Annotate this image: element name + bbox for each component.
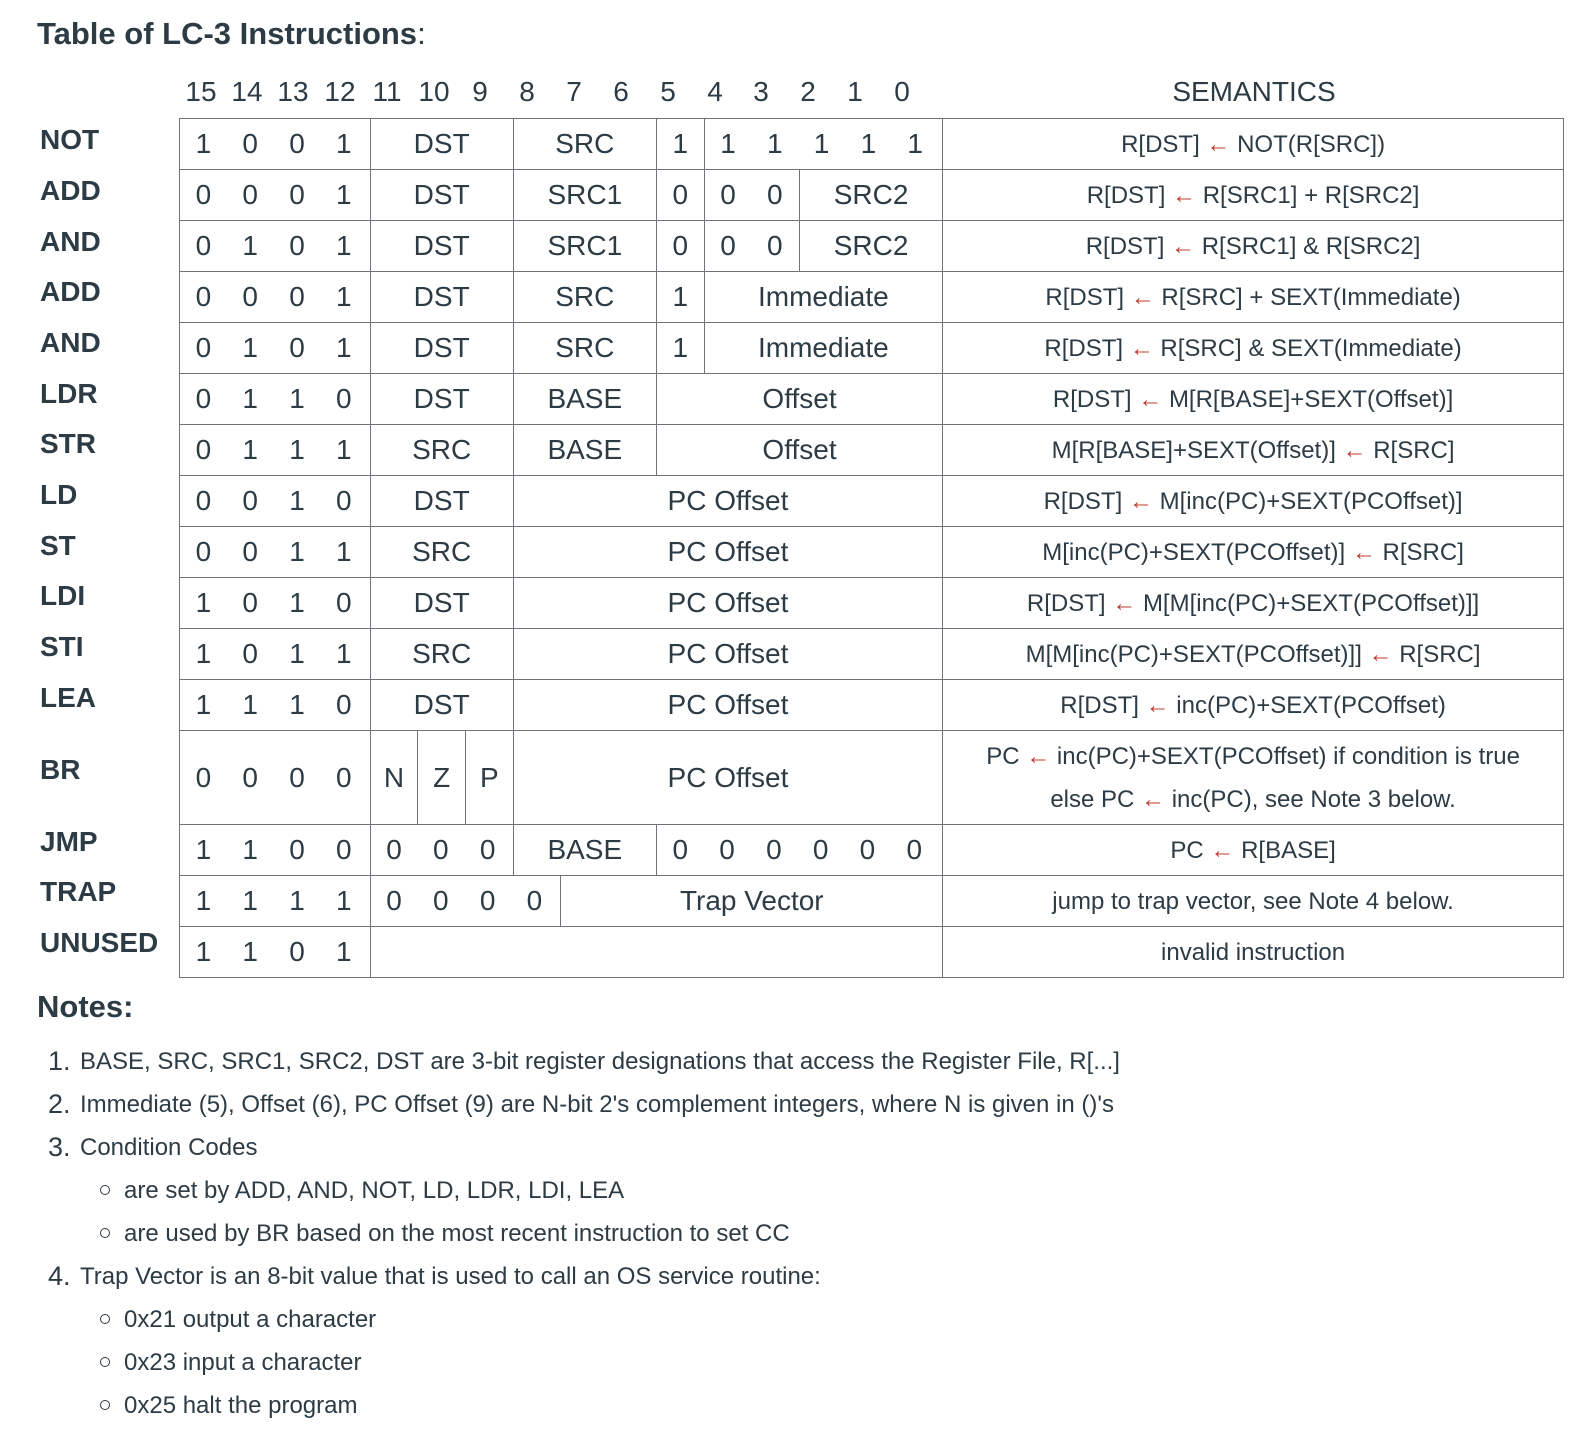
note-number: 2.	[48, 1089, 71, 1119]
bit-number: 1	[847, 76, 863, 107]
field-cell	[370, 876, 561, 927]
semantics-cell	[943, 629, 1564, 680]
opcode-bit: 1	[336, 638, 352, 669]
opcode-bit: 0	[242, 761, 258, 793]
opcode-bit: 0	[195, 536, 212, 567]
left-arrow-icon: ←	[1368, 640, 1393, 668]
opcode-bit: 0	[242, 281, 258, 312]
mnemonic-label: LEA	[40, 682, 96, 713]
sem-right: inc(PC)+SEXT(PCOffset)	[1176, 691, 1446, 719]
title-text: Table of LC-3 Instructions	[37, 16, 418, 51]
field-cell: SRC	[370, 527, 513, 578]
opcode-bit: 0	[195, 230, 212, 261]
opcode-bit: 1	[242, 332, 258, 363]
field-cell: 1	[656, 272, 704, 323]
opcode-bit: 1	[336, 536, 352, 567]
field-cell: N	[370, 731, 418, 825]
mnemonic-label: LDR	[40, 378, 98, 409]
sem-right: M[M[inc(PC)+SEXT(PCOffset)]]	[1142, 589, 1480, 617]
sem-left: M[R[BASE]+SEXT(Offset)]	[1051, 436, 1336, 464]
circle-bullet-icon	[100, 1228, 110, 1238]
opcode-cell	[180, 680, 371, 731]
field-cell: PC Offset	[513, 578, 942, 629]
opcode-bit: 1	[289, 434, 305, 465]
field-cell: DST	[370, 323, 513, 374]
opcode-bit: 0	[195, 434, 212, 465]
opcode-bit: 1	[195, 936, 212, 967]
left-arrow-icon: ←	[1206, 130, 1231, 158]
semantics-cell	[943, 374, 1564, 425]
field-cell	[370, 825, 513, 876]
field-bit: 0	[766, 834, 782, 865]
field-cell: DST	[370, 119, 513, 170]
table-row	[180, 629, 1564, 680]
mnemonic-label: UNUSED	[40, 927, 159, 958]
table-row	[180, 731, 1564, 825]
field-cell: PC Offset	[513, 629, 942, 680]
opcode-bit: 1	[289, 536, 305, 567]
sem-left: R[DST]	[1026, 589, 1106, 617]
sem-left: M[M[inc(PC)+SEXT(PCOffset)]]	[1025, 640, 1362, 668]
opcode-cell	[180, 927, 371, 978]
field-cell: P	[466, 731, 514, 825]
bit-number: 13	[277, 76, 309, 107]
bit-number: 8	[519, 76, 535, 107]
opcode-bit: 0	[336, 587, 352, 618]
semantics-cell	[943, 680, 1564, 731]
field-bit: 1	[766, 128, 783, 159]
field-bit: 0	[766, 179, 783, 210]
bit-number: 15	[185, 76, 217, 107]
bit-number: 5	[660, 76, 676, 107]
field-bit: 0	[720, 179, 736, 210]
field-bit: 1	[860, 128, 877, 159]
opcode-bit: 0	[242, 536, 258, 567]
left-arrow-icon: ←	[1128, 487, 1153, 515]
semantics-cell	[943, 170, 1564, 221]
mnemonic-label: JMP	[40, 826, 98, 857]
sem-right: M[R[BASE]+SEXT(Offset)]	[1168, 385, 1454, 413]
opcode-bit: 1	[289, 485, 305, 516]
field-cell: BASE	[513, 825, 656, 876]
mnemonic-label: STI	[40, 631, 84, 662]
field-cell: Offset	[656, 425, 942, 476]
field-cell: Immediate	[704, 272, 943, 323]
left-arrow-icon: ←	[1141, 785, 1166, 813]
sem-left: R[DST]	[1086, 181, 1166, 209]
field-cell	[370, 927, 943, 978]
sem-right: M[inc(PC)+SEXT(PCOffset)]	[1159, 487, 1463, 515]
opcode-bit: 0	[195, 332, 212, 363]
opcode-bit: 1	[336, 179, 352, 210]
opcode-bit: 0	[336, 761, 352, 793]
field-cell	[656, 825, 942, 876]
opcode-bit: 0	[195, 761, 212, 793]
opcode-bit: 0	[289, 281, 305, 312]
opcode-bit: 1	[289, 689, 305, 720]
bit-number: 11	[372, 76, 402, 107]
bit-number: 3	[753, 76, 769, 107]
field-cell: DST	[370, 272, 513, 323]
field-cell: 1	[656, 119, 704, 170]
opcode-bit: 1	[195, 638, 212, 669]
field-cell: DST	[370, 374, 513, 425]
opcode-bit: 1	[289, 638, 305, 669]
opcode-bit: 1	[195, 834, 212, 865]
opcode-cell	[180, 119, 371, 170]
opcode-bit: 1	[289, 383, 305, 414]
circle-bullet-icon	[100, 1400, 110, 1410]
field-bit: 0	[766, 230, 783, 261]
field-cell	[704, 221, 799, 272]
semantics-cell	[943, 825, 1564, 876]
table-row	[180, 272, 1564, 323]
table-row	[180, 221, 1564, 272]
opcode-bit: 1	[336, 434, 352, 465]
field-bit: 0	[526, 885, 543, 916]
opcode-bit: 1	[195, 587, 212, 618]
mnemonic-label: BR	[40, 754, 81, 785]
field-bit: 0	[433, 885, 449, 916]
mnemonic-label: ADD	[40, 276, 101, 307]
field-cell: 0	[656, 221, 704, 272]
opcode-cell	[180, 425, 371, 476]
semantics-cell	[943, 323, 1564, 374]
opcode-cell	[180, 825, 371, 876]
opcode-bit: 1	[336, 230, 352, 261]
table-row	[180, 680, 1564, 731]
opcode-bit: 1	[336, 281, 352, 312]
opcode-bit: 0	[195, 485, 212, 516]
bit-number: 9	[472, 76, 488, 107]
field-cell: Trap Vector	[561, 876, 943, 927]
opcode-bit: 1	[242, 834, 258, 865]
field-cell: Immediate	[704, 323, 943, 374]
sem-left: R[DST]	[1044, 334, 1124, 362]
sem-right: R[SRC1] & R[SRC2]	[1201, 232, 1421, 260]
opcode-bit: 0	[336, 485, 352, 516]
field-cell: SRC	[370, 425, 513, 476]
bit-number: 14	[231, 76, 263, 107]
opcode-bit: 0	[195, 179, 212, 210]
note-text: Condition Codes	[80, 1134, 258, 1161]
note-text: BASE, SRC, SRC1, SRC2, DST are 3-bit register designations that access the Register File, R[...]	[80, 1048, 1120, 1075]
note-number: 4.	[48, 1261, 71, 1291]
circle-bullet-icon	[100, 1357, 110, 1367]
sub-note-text: are used by BR based on the most recent instruction to set CC	[124, 1220, 790, 1247]
note-number: 1.	[48, 1046, 71, 1076]
field-bit: 1	[720, 128, 736, 159]
opcode-bit: 0	[195, 281, 212, 312]
table-row	[180, 476, 1564, 527]
field-cell: SRC	[513, 323, 656, 374]
field-bit: 0	[906, 834, 923, 865]
field-cell: DST	[370, 170, 513, 221]
sem-right: R[SRC1] + R[SRC2]	[1202, 181, 1420, 209]
opcode-bit: 0	[289, 179, 305, 210]
bit-number: 4	[707, 76, 723, 107]
field-bit: 0	[719, 834, 735, 865]
field-bit: 1	[907, 128, 923, 159]
field-bit: 0	[479, 885, 496, 916]
opcode-cell	[180, 578, 371, 629]
field-cell: SRC	[370, 629, 513, 680]
sem-left: R[DST]	[1121, 130, 1200, 158]
note-text: Trap Vector is an 8-bit value that is used to call an OS service routine:	[80, 1263, 821, 1290]
field-cell: Offset	[656, 374, 942, 425]
field-cell: SRC1	[513, 170, 656, 221]
opcode-cell	[180, 221, 371, 272]
opcode-bit: 0	[195, 383, 212, 414]
mnemonic-label: ADD	[40, 175, 101, 206]
notes-title: Notes:	[37, 989, 134, 1024]
bit-number: 0	[894, 76, 910, 107]
sem-left: PC	[986, 742, 1020, 770]
semantics-cell: invalid instruction	[943, 927, 1564, 978]
field-cell: DST	[370, 476, 513, 527]
bit-number: 2	[800, 76, 816, 107]
table-row	[180, 825, 1564, 876]
field-cell: PC Offset	[513, 680, 942, 731]
field-bit: 0	[720, 230, 736, 261]
table-row	[180, 425, 1564, 476]
semantics-cell	[943, 731, 1564, 825]
sem-left: R[DST]	[1045, 283, 1125, 311]
circle-bullet-icon	[100, 1314, 110, 1324]
sub-note-text: 0x25 halt the program	[124, 1392, 358, 1419]
sem-right: R[SRC]	[1373, 436, 1455, 464]
opcode-bit: 1	[195, 689, 212, 720]
opcode-cell	[180, 731, 371, 825]
opcode-bit: 0	[336, 834, 352, 865]
field-bit: 0	[672, 834, 689, 865]
mnemonic-label: NOT	[40, 124, 100, 155]
opcode-cell	[180, 876, 371, 927]
left-arrow-icon: ←	[1210, 836, 1235, 864]
table-row	[180, 927, 1564, 978]
field-cell: PC Offset	[513, 527, 942, 578]
sem-left: M[inc(PC)+SEXT(PCOffset)]	[1042, 538, 1346, 566]
table-row	[180, 119, 1564, 170]
field-cell	[704, 119, 943, 170]
table-row	[180, 323, 1564, 374]
opcode-bit: 0	[242, 179, 258, 210]
opcode-bit: 0	[242, 587, 258, 618]
left-arrow-icon: ←	[1112, 589, 1137, 617]
mnemonic-label: TRAP	[40, 876, 117, 907]
opcode-bit: 1	[336, 936, 352, 967]
mnemonic-label: AND	[40, 226, 101, 257]
opcode-bit: 1	[289, 885, 305, 916]
field-cell: Z	[418, 731, 466, 825]
note-text: Immediate (5), Offset (6), PC Offset (9) are N-bit 2's complement integers, where N is given in ()'s	[80, 1091, 1114, 1118]
bit-number: 12	[324, 76, 356, 107]
sem-left: R[DST]	[1043, 487, 1123, 515]
title-colon: :	[417, 16, 426, 51]
field-cell: DST	[370, 221, 513, 272]
semantics-header: SEMANTICS	[1172, 76, 1336, 107]
opcode-bit: 0	[289, 332, 305, 363]
semantics-cell	[943, 476, 1564, 527]
semantics-cell	[943, 527, 1564, 578]
sem-left: R[DST]	[1060, 691, 1139, 719]
sem-right: R[BASE]	[1241, 836, 1336, 864]
opcode-bit: 1	[242, 689, 258, 720]
opcode-bit: 0	[336, 689, 352, 720]
field-cell: BASE	[513, 374, 656, 425]
sem-right: R[SRC]	[1382, 538, 1464, 566]
opcode-bit: 1	[242, 383, 258, 414]
field-cell: PC Offset	[513, 476, 942, 527]
opcode-bit: 1	[242, 434, 258, 465]
sem-left: else PC	[1050, 785, 1135, 813]
opcode-bit: 1	[336, 128, 352, 159]
table-row	[180, 578, 1564, 629]
sem-left: R[DST]	[1052, 385, 1132, 413]
opcode-bit: 0	[289, 834, 305, 865]
field-cell: DST	[370, 680, 513, 731]
opcode-bit: 1	[242, 230, 258, 261]
opcode-bit: 1	[289, 587, 305, 618]
mnemonic-label: STR	[40, 428, 96, 459]
opcode-cell	[180, 323, 371, 374]
opcode-cell	[180, 374, 371, 425]
field-cell: DST	[370, 578, 513, 629]
page-title	[37, 12, 426, 56]
opcode-cell	[180, 629, 371, 680]
field-cell: SRC2	[799, 221, 942, 272]
sem-right: R[SRC] + SEXT(Immediate)	[1161, 283, 1461, 311]
field-cell: SRC1	[513, 221, 656, 272]
sem-left: PC	[1170, 836, 1204, 864]
left-arrow-icon: ←	[1172, 181, 1197, 209]
field-cell: SRC	[513, 272, 656, 323]
table-row	[180, 527, 1564, 578]
table-row	[180, 170, 1564, 221]
left-arrow-icon: ←	[1171, 232, 1196, 260]
field-cell: SRC2	[799, 170, 942, 221]
sub-note-text: 0x21 output a character	[124, 1306, 377, 1333]
table-row	[180, 876, 1564, 927]
opcode-bit: 0	[242, 638, 258, 669]
mnemonic-label: LDI	[40, 580, 86, 611]
table-row	[180, 374, 1564, 425]
field-bit: 0	[386, 834, 402, 865]
field-cell: SRC	[513, 119, 656, 170]
opcode-bit: 1	[242, 885, 258, 916]
semantics-cell	[943, 119, 1564, 170]
left-arrow-icon: ←	[1130, 283, 1155, 311]
left-arrow-icon: ←	[1342, 436, 1367, 464]
opcode-bit: 0	[289, 936, 305, 967]
opcode-bit: 0	[289, 230, 305, 261]
opcode-bit: 0	[242, 485, 258, 516]
semantics-cell	[943, 221, 1564, 272]
left-arrow-icon: ←	[1129, 334, 1154, 362]
sem-right: R[SRC]	[1399, 640, 1481, 668]
field-bit: 0	[386, 885, 402, 916]
field-bit: 0	[812, 834, 829, 865]
sem-right: inc(PC), see Note 3 below.	[1171, 785, 1456, 813]
left-arrow-icon: ←	[1145, 691, 1170, 719]
opcode-bit: 1	[336, 332, 352, 363]
field-cell	[704, 170, 799, 221]
opcode-bit: 0	[289, 761, 305, 793]
field-bit: 1	[813, 128, 830, 159]
field-cell: BASE	[513, 425, 656, 476]
left-arrow-icon: ←	[1351, 538, 1376, 566]
opcode-cell	[180, 527, 371, 578]
sem-line	[943, 778, 1563, 821]
semantics-cell	[943, 425, 1564, 476]
left-arrow-icon: ←	[1026, 742, 1051, 770]
sub-note-text: are set by ADD, AND, NOT, LD, LDR, LDI, LEA	[124, 1177, 625, 1204]
sem-right: NOT(R[SRC])	[1237, 130, 1386, 158]
mnemonic-label: AND	[40, 327, 101, 358]
left-arrow-icon: ←	[1138, 385, 1163, 413]
opcode-cell	[180, 476, 371, 527]
field-bit: 0	[433, 834, 449, 865]
opcode-bit: 1	[242, 936, 258, 967]
opcode-cell	[180, 272, 371, 323]
opcode-bit: 0	[289, 128, 305, 159]
sem-line	[943, 735, 1563, 778]
field-cell: PC Offset	[513, 731, 942, 825]
instruction-table	[179, 118, 1564, 978]
field-cell: 0	[656, 170, 704, 221]
opcode-bit: 0	[242, 128, 258, 159]
bit-number: 7	[566, 76, 582, 107]
opcode-bit: 0	[336, 383, 352, 414]
semantics-cell	[943, 272, 1564, 323]
sem-right: inc(PC)+SEXT(PCOffset) if condition is true	[1056, 742, 1520, 770]
bit-number-header	[0, 70, 1000, 114]
mnemonic-label: LD	[40, 479, 78, 510]
semantics-cell: jump to trap vector, see Note 4 below.	[943, 876, 1564, 927]
bit-number: 6	[613, 76, 629, 107]
sem-left: R[DST]	[1085, 232, 1165, 260]
opcode-cell	[180, 170, 371, 221]
note-number: 3.	[48, 1132, 71, 1162]
field-bit: 0	[859, 834, 876, 865]
opcode-bit: 1	[195, 885, 212, 916]
opcode-bit: 1	[336, 885, 352, 916]
opcode-bit: 1	[195, 128, 212, 159]
circle-bullet-icon	[100, 1185, 110, 1195]
mnemonic-label: ST	[40, 530, 76, 561]
field-bit: 0	[479, 834, 496, 865]
sub-note-text: 0x23 input a character	[124, 1349, 362, 1376]
sem-right: R[SRC] & SEXT(Immediate)	[1160, 334, 1462, 362]
field-cell: 1	[656, 323, 704, 374]
bit-number: 10	[418, 76, 450, 107]
semantics-cell	[943, 578, 1564, 629]
